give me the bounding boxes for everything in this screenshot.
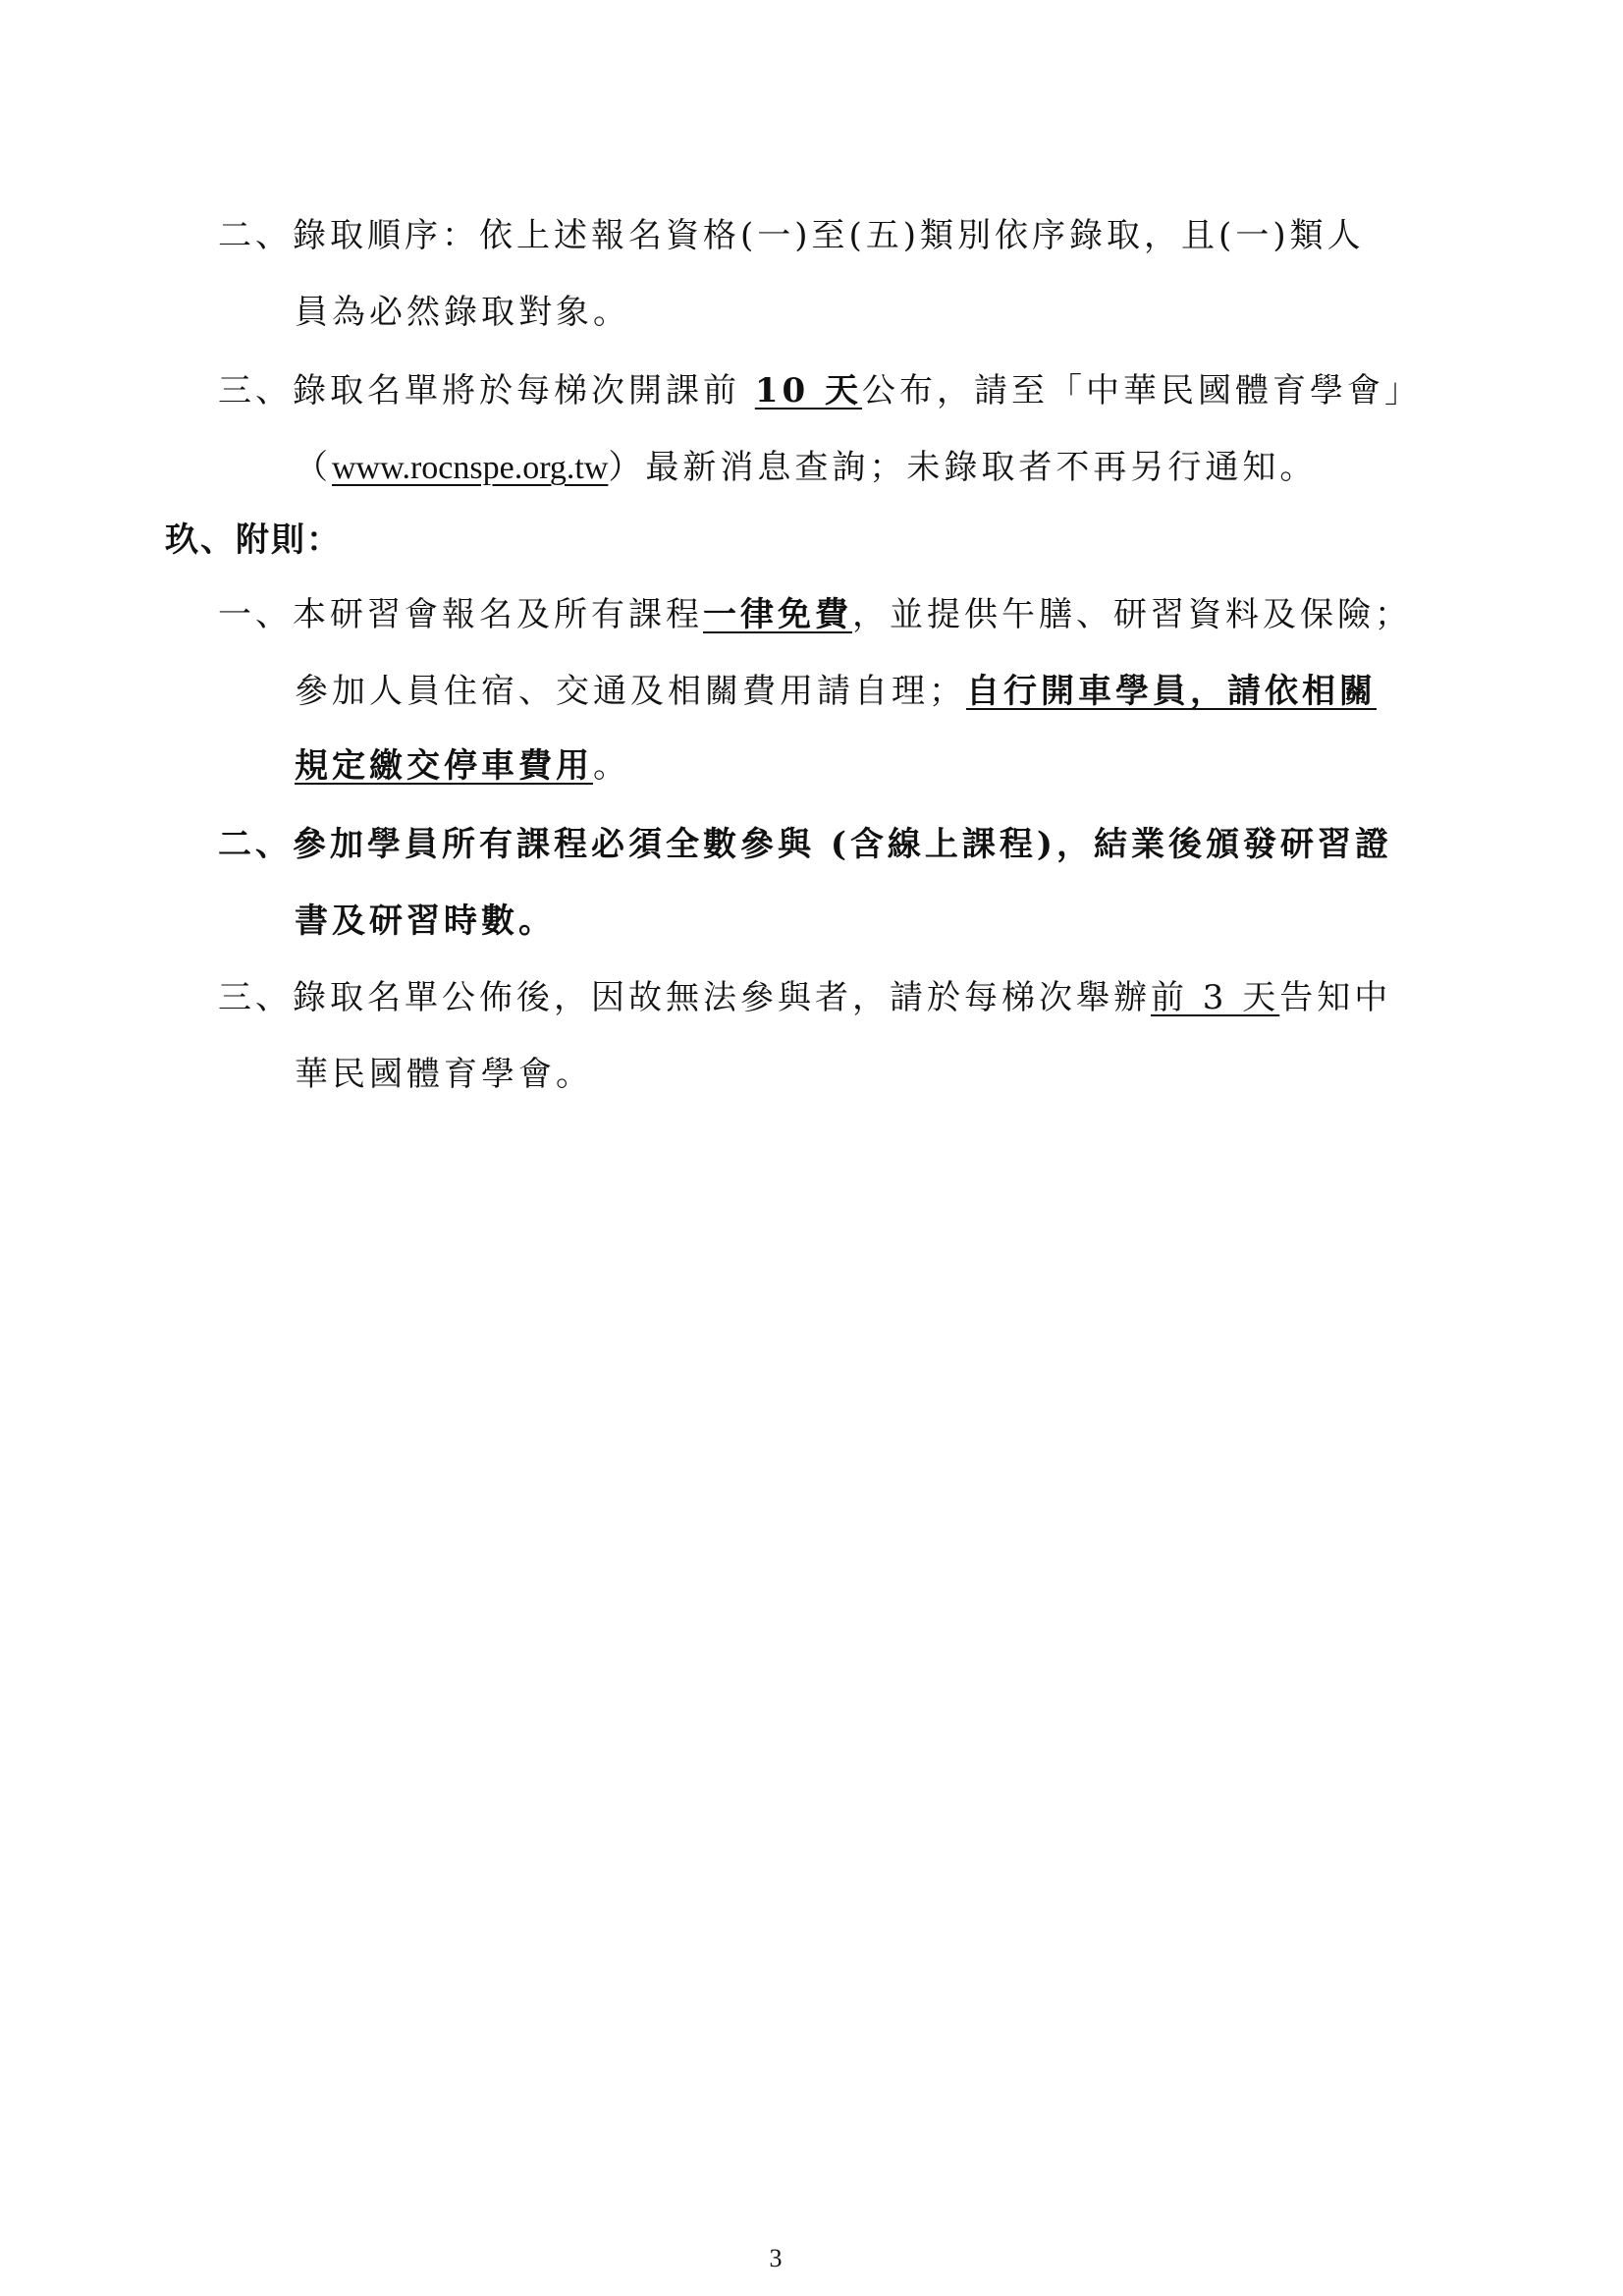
appendix-heading [165, 520, 342, 560]
admission-list-text: 三、錄取名單將於每梯次開課前 [218, 371, 755, 410]
appendix-item-2-line-1 [218, 825, 1392, 864]
attendance-requirement-text-cont: 書及研習時數。 [295, 902, 556, 941]
attendance-requirement-text: 二、參加學員所有課程必須全數參與 (含線上課程)，結業後頒發研習證 [218, 825, 1393, 864]
notice-days-highlight: 前 3 天 [1151, 978, 1280, 1017]
appendix-item-1-line-1 [218, 595, 1412, 634]
appendix-heading-text: 玖、附則： [165, 520, 342, 560]
admission-list-text-post: 公布，請至「中華民國體育學會」 [861, 371, 1422, 410]
self-pay-text: 參加人員住宿、交通及相關費用請自理； [295, 672, 966, 711]
paren-open: （ [295, 448, 332, 487]
period-mark: 。 [593, 746, 630, 786]
announce-days-highlight: 10 天 [754, 371, 862, 410]
website-link[interactable]: www.rocnspe.org.tw [332, 450, 609, 486]
appendix-item-1-line-3 [295, 746, 630, 786]
cancellation-text-cont: 華民國體育學會。 [295, 1055, 593, 1094]
free-course-text-post: ，並提供午膳、研習資料及保險； [852, 595, 1412, 634]
page-number: 3 [769, 2244, 783, 2272]
cancellation-text-post: 告知中 [1279, 978, 1392, 1017]
cancellation-text: 三、錄取名單公佈後，因故無法參與者，請於每梯次舉辦 [218, 978, 1151, 1017]
admission-order-text: 二、錄取順序：依上述報名資格(一)至(五)類別依序錄取，且(一)類人 [218, 216, 1365, 255]
appendix-item-2-line-2 [295, 902, 556, 941]
free-highlight: 一律免費 [703, 595, 852, 634]
admission-order-text-cont: 員為必然錄取對象。 [295, 293, 630, 332]
admission-list-line-2 [295, 448, 1317, 488]
free-course-text: 一、本研習會報名及所有課程 [218, 595, 703, 634]
admission-list-text-cont: ）最新消息查詢；未錄取者不再另行通知。 [608, 448, 1318, 487]
notice-days-wrap [1151, 978, 1279, 1017]
parking-fee-highlight: 規定繳交停車費用 [295, 746, 593, 786]
admission-order-line-1 [218, 216, 1365, 255]
parking-notice-highlight: 自行開車學員，請依相關 [966, 672, 1377, 711]
appendix-item-1-line-2 [295, 672, 1377, 711]
admission-list-line-1 [218, 371, 1422, 410]
appendix-item-3-line-2 [295, 1055, 593, 1094]
appendix-item-3-line-1 [218, 978, 1391, 1017]
admission-order-line-2 [295, 293, 630, 332]
